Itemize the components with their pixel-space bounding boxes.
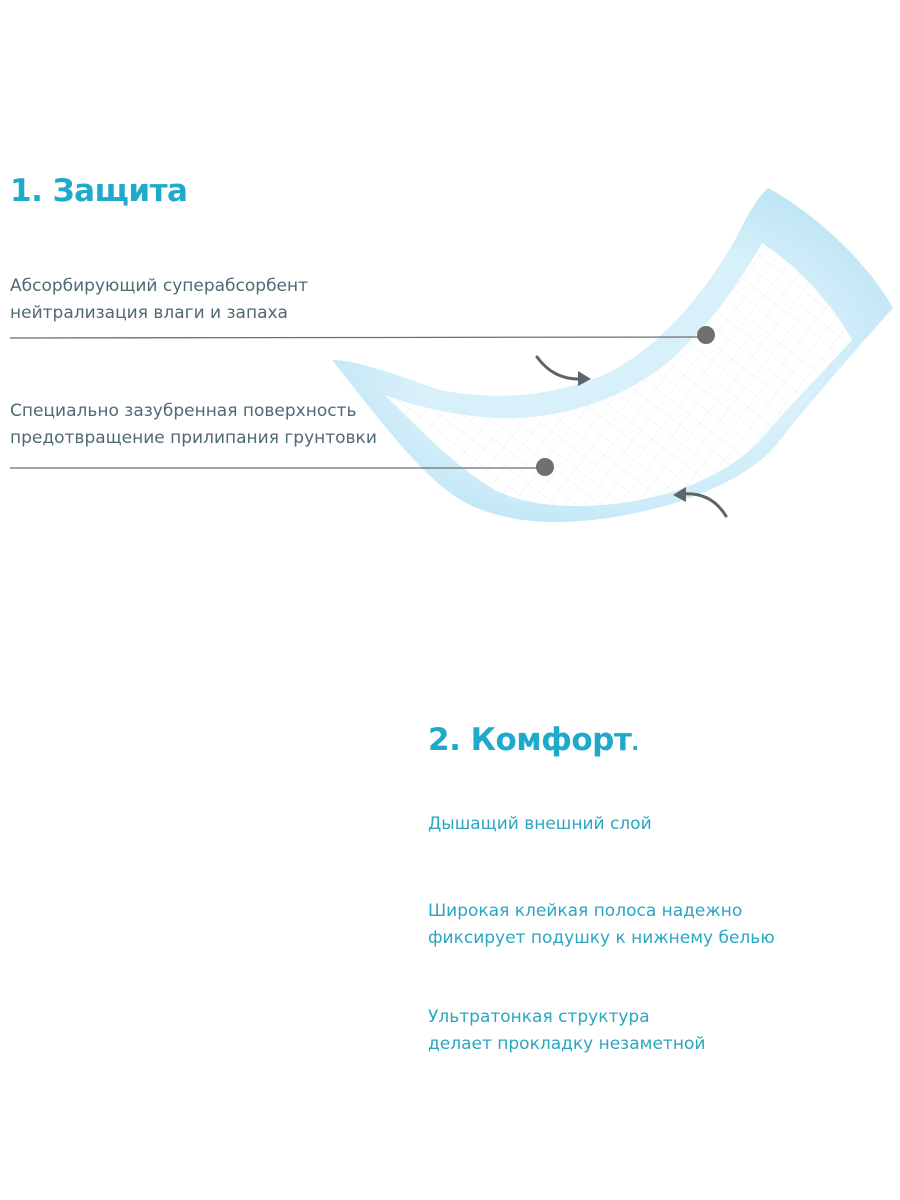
feature-breathable-layer: Дышащий внешний слой: [428, 814, 652, 834]
feature-adhesive-line2: фиксирует подушку к нижнему белью: [428, 928, 775, 948]
curved-arrow-icon: [537, 357, 591, 386]
pointer-dot-surface: [536, 458, 554, 476]
feature-absorbent-line1: Абсорбирующий суперабсорбент: [10, 276, 309, 296]
panty-liner-illustration: [0, 180, 900, 540]
feature-absorbent-line2: нейтрализация влаги и запаха: [10, 303, 288, 323]
comfort-heading-text: 2. Комфорт: [428, 722, 632, 758]
pointer-dot-absorbent: [697, 326, 715, 344]
comfort-heading-dot: .: [631, 731, 639, 755]
section-protection-heading: 1. Защита: [10, 173, 188, 209]
feature-surface-line1: Специально зазубренная поверхность: [10, 401, 357, 421]
feature-adhesive-line1: Широкая клейкая полоса надежно: [428, 901, 743, 921]
feature-surface-line2: предотвращение прилипания грунтовки: [10, 428, 377, 448]
feature-ultrathin-line2: делает прокладку незаметной: [428, 1034, 706, 1054]
section-comfort-heading: [428, 722, 638, 758]
feature-ultrathin-line1: Ультратонкая структура: [428, 1007, 650, 1027]
pointer-line-absorbent: [10, 337, 706, 338]
